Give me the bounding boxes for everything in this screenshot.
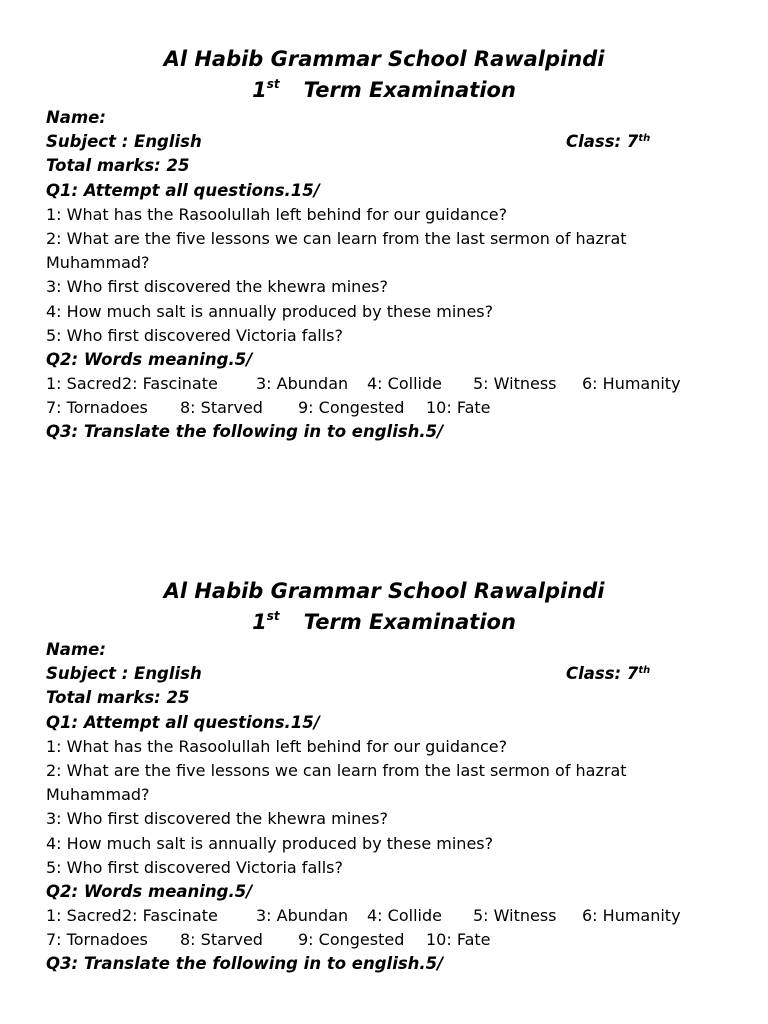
q1-line: 2: What are the five lessons we can learn from the last sermon of hazrat — [46, 228, 627, 248]
q1-line: 4: How much salt is annually produced by these mines? — [46, 301, 494, 321]
q1-line: 1: What has the Rasoolullah left behind for our guidance? — [46, 204, 508, 224]
word-item: 2: Fascinate — [122, 374, 218, 394]
q2-words-row-1 — [46, 372, 726, 396]
q3-heading: Q3: Translate the following in to english.5/ — [46, 422, 444, 442]
class-text: Class: 7 — [566, 132, 639, 152]
school-title: Al Habib Grammar School Rawalpindi — [163, 579, 605, 603]
word-item: 9: Congested — [298, 398, 405, 418]
word-item: 2: Fascinate — [122, 906, 218, 926]
class-label — [566, 130, 650, 154]
term-number: 1 — [252, 78, 267, 102]
word-item: 10: Fate — [426, 930, 491, 950]
subject-row — [46, 662, 726, 686]
term-title — [0, 75, 768, 106]
class-label — [566, 662, 650, 686]
q2-heading: Q2: Words meaning.5/ — [46, 881, 253, 901]
exam-paper-2 — [0, 576, 768, 977]
term-number: 1 — [252, 610, 267, 634]
q1-line: Muhammad? — [46, 785, 150, 805]
exam-body — [46, 638, 726, 977]
name-label: Name: — [46, 640, 106, 659]
q1-line: 5: Who first discovered Victoria falls? — [46, 857, 343, 877]
q2-heading: Q2: Words meaning.5/ — [46, 349, 253, 369]
class-superscript: th — [638, 665, 651, 677]
term-text: Term Examination — [303, 78, 516, 102]
word-item: 6: Humanity — [582, 906, 681, 926]
word-item: 3: Abundan — [256, 906, 349, 926]
q1-line: Muhammad? — [46, 253, 150, 273]
exam-body — [46, 106, 726, 445]
word-item: 7: Tornadoes — [46, 930, 148, 950]
word-item: 4: Collide — [367, 906, 442, 926]
term-superscript: st — [266, 77, 280, 91]
word-item: 6: Humanity — [582, 374, 681, 394]
q1-heading: Q1: Attempt all questions.15/ — [46, 712, 320, 732]
q1-line: 3: Who first discovered the khewra mines? — [46, 277, 388, 297]
class-text: Class: 7 — [566, 664, 639, 684]
q1-line: 5: Who first discovered Victoria falls? — [46, 325, 343, 345]
word-item: 8: Starved — [180, 930, 263, 950]
word-item: 8: Starved — [180, 398, 263, 418]
word-item: 1: Sacred — [46, 906, 122, 926]
subject-label: Subject : English — [46, 664, 202, 684]
word-item: 7: Tornadoes — [46, 398, 148, 418]
subject-label: Subject : English — [46, 132, 202, 152]
word-item: 5: Witness — [473, 374, 557, 394]
word-item: 5: Witness — [473, 906, 557, 926]
q1-line: 2: What are the five lessons we can learn from the last sermon of hazrat — [46, 760, 627, 780]
term-text: Term Examination — [303, 610, 516, 634]
term-title — [0, 607, 768, 638]
total-marks: Total marks: 25 — [46, 688, 190, 708]
q1-line: 3: Who first discovered the khewra mines? — [46, 809, 388, 829]
exam-paper-1 — [0, 44, 768, 445]
name-label: Name: — [46, 108, 106, 127]
term-superscript: st — [266, 609, 280, 623]
word-item: 10: Fate — [426, 398, 491, 418]
word-item: 9: Congested — [298, 930, 405, 950]
class-superscript: th — [638, 133, 651, 145]
q3-heading: Q3: Translate the following in to english.5/ — [46, 954, 444, 974]
q2-words-row-1 — [46, 904, 726, 928]
subject-row — [46, 130, 726, 154]
q1-heading: Q1: Attempt all questions.15/ — [46, 180, 320, 200]
q2-words-row-2 — [46, 928, 726, 952]
word-item: 3: Abundan — [256, 374, 349, 394]
q2-words-row-2 — [46, 396, 726, 420]
school-title: Al Habib Grammar School Rawalpindi — [163, 47, 605, 71]
word-item: 4: Collide — [367, 374, 442, 394]
word-item: 1: Sacred — [46, 374, 122, 394]
q1-line: 4: How much salt is annually produced by these mines? — [46, 833, 494, 853]
q1-line: 1: What has the Rasoolullah left behind for our guidance? — [46, 736, 508, 756]
total-marks: Total marks: 25 — [46, 156, 190, 176]
